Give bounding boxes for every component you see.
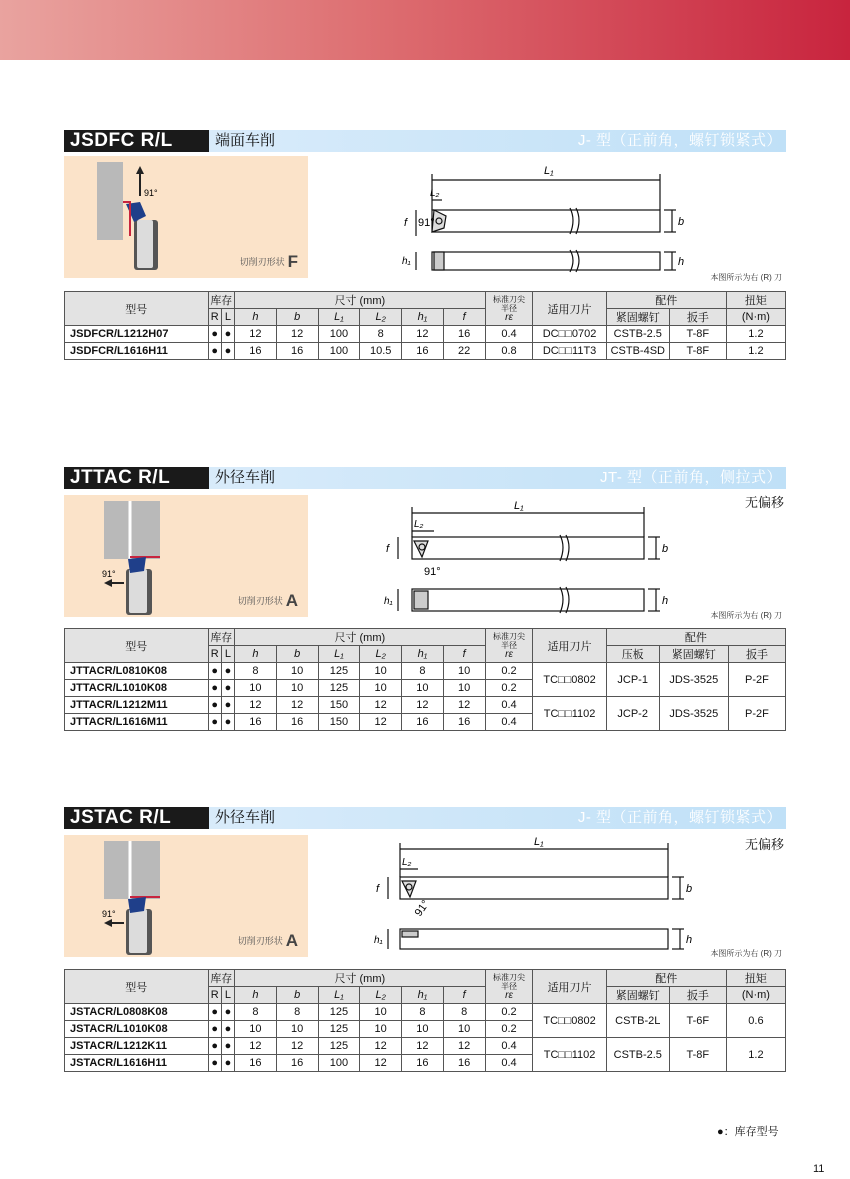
shape-caption: 切削刃形状 A (237, 591, 298, 610)
col-torque-unit: (N·m) (726, 309, 785, 326)
section-title-bar (64, 807, 786, 829)
section-model-name: JTTAC R/L (64, 467, 209, 489)
section-operation: 外径车削 (215, 469, 276, 486)
label-L2: L₂ (430, 188, 440, 199)
right-hand-note: 本图所示为右 (R) 刀 (710, 949, 782, 958)
tool-illustration (64, 835, 308, 957)
offset-label: 无偏移 (744, 495, 784, 510)
shape-caption: 切削刃形状 A (237, 931, 298, 950)
label-L1: L₁ (534, 836, 544, 848)
spec-table (64, 291, 786, 360)
label-L2: L₂ (414, 519, 424, 530)
table-row: JSTACR/L1212K11 ● ● 12 12 125 12 12 12 0.4 TC□□1102 CSTB-2.5 T-8F 1.2 (65, 1038, 786, 1055)
page-number: 11 (813, 1163, 825, 1175)
col-stock: 库存 (208, 292, 234, 309)
label-h: h (662, 595, 669, 607)
spec-table: 型号 库存 尺寸 (mm) 标准刀尖 半径 rε 适用刀片 配件 扭矩 R L h b L₁ L₂ h₁ f 紧固螺钉 扳手 (N·m) JSTACR/L0808K08 ● ● 8 8 125 10 8 8 0.2 TC□□0802 CSTB-2L T-6F 0.6 JSTACR/L1010K08 ● ● 10 10 125 10 10 10 0.2 JSTACR/L1212K11 ● ● 12 12 125 12 12 12 0.4 TC□□1102 CSTB-2.5 T-8F 1.2 JSTACR/L1616H11 ● ● 16 16 100 12 16 16 0.4 (64, 969, 786, 1072)
section-operation: 端面车削 (215, 132, 276, 149)
col-torque: 扭矩 (726, 292, 785, 309)
col-model: 型号 (65, 292, 209, 326)
label-h1: h₁ (374, 935, 383, 946)
col-h: h (235, 309, 277, 326)
drawing-angle: 91° (418, 217, 435, 229)
section-title-bar (64, 130, 786, 152)
dimension-drawing (384, 501, 694, 621)
section-type: J- 型（正前角，螺钉锁紧式） (577, 132, 782, 149)
section-type: J- 型（正前角，螺钉锁紧式） (577, 809, 782, 826)
section-operation: 外径车削 (215, 809, 276, 826)
col-l: L (221, 309, 234, 326)
col-insert: 适用刀片 (533, 292, 606, 326)
stock-legend: ●：库存型号 (717, 1126, 779, 1138)
label-h: h (686, 934, 693, 946)
photo-angle: 91° (102, 909, 116, 919)
col-wrench: 扳手 (669, 309, 726, 326)
col-L1: L₁ (318, 309, 360, 326)
drawing-angle: 91° (424, 566, 441, 578)
dimension-drawing (384, 160, 694, 272)
col-h1: h₁ (402, 309, 444, 326)
label-L1: L₁ (514, 500, 524, 512)
section-jstac (64, 807, 786, 1077)
label-L1: L₁ (544, 165, 554, 177)
table-row: JTTACR/L0810K08 ● ● 8 10 125 10 8 10 0.2 TC□□0802 JCP-1 JDS-3525 P-2F (65, 663, 786, 680)
section-model-name: JSTAC R/L (64, 807, 209, 829)
col-r: R (208, 309, 221, 326)
label-f: f (386, 543, 390, 555)
label-b: b (662, 543, 669, 555)
section-type: JT- 型（正前角，侧拉式） (600, 469, 782, 486)
table-row: JSDFCR/L1212H07 ● ● 12 12 100 8 12 16 0.4 DC□□0702 CSTB-2.5 T-8F 1.2 (65, 326, 786, 343)
label-f: f (376, 883, 380, 895)
section-title-bar (64, 467, 786, 489)
spec-table: 型号 库存 尺寸 (mm) 标准刀尖 半径 rε 适用刀片 配件 R L h b L₁ L₂ h₁ f 压板 紧固螺钉 扳手 JTTACR/L0810K08 ● ● 8 10 125 10 8 10 0.2 TC□□0802 JCP-1 JDS-3525 P-2F JTTACR/L1010K08 ● ● 10 10 125 10 10 10 0.2 JTTACR/L1212M11 ● ● 12 12 150 12 12 12 0.4 TC□□1102 JCP-2 JDS-3525 P-2F JTTACR/L1616M11 ● ● 16 16 150 12 16 16 0.4 (64, 628, 786, 731)
table-row: JTTACR/L1010K08 ● ● 10 10 125 10 10 10 0.2 (65, 680, 786, 697)
col-b: b (276, 309, 318, 326)
col-parts: 配件 (606, 292, 726, 309)
label-h1: h₁ (402, 256, 411, 267)
label-L2: L₂ (402, 857, 412, 868)
section-model-name: JSDFC R/L (64, 130, 209, 152)
offset-label: 无偏移 (744, 837, 784, 852)
table-row: JSTACR/L1010K08 ● ● 10 10 125 10 10 10 0.2 (65, 1021, 786, 1038)
label-f: f (404, 217, 408, 229)
tool-illustration (64, 156, 308, 278)
col-dims: 尺寸 (mm) (235, 292, 486, 309)
shape-caption: 切削刃形状 F (239, 252, 298, 271)
table-row: JTTACR/L1616M11 ● ● 16 16 150 12 16 16 0.4 (65, 714, 786, 731)
section-jttac (64, 467, 786, 737)
label-b: b (686, 883, 693, 895)
dimension-drawing (374, 836, 694, 957)
col-L2: L₂ (360, 309, 402, 326)
right-hand-note: 本图所示为右 (R) 刀 (710, 273, 782, 282)
table-row: JSDFCR/L1616H11 ● ● 16 16 100 10.5 16 22 0.8 DC□□11T3 CSTB-4SD T-8F 1.2 (65, 343, 786, 360)
page-header-band (0, 0, 850, 60)
col-screw: 紧固螺钉 (606, 309, 669, 326)
right-hand-note: 本图所示为右 (R) 刀 (710, 611, 782, 620)
col-f: f (443, 309, 485, 326)
label-b: b (678, 216, 685, 228)
drawing-angle: 91° (412, 898, 433, 919)
table-row: JSTACR/L1616H11 ● ● 16 16 100 12 16 16 0.4 (65, 1055, 786, 1072)
photo-angle: 91° (144, 188, 158, 198)
label-h: h (678, 256, 685, 268)
tool-illustration (64, 495, 308, 617)
col-radius: 标准刀尖 半径 rε (485, 292, 533, 326)
section-jsdfc (64, 130, 786, 365)
table-row: JSTACR/L0808K08 ● ● 8 8 125 10 8 8 0.2 TC□□0802 CSTB-2L T-6F 0.6 (65, 1004, 786, 1021)
label-h1: h₁ (384, 596, 393, 607)
table-row: JTTACR/L1212M11 ● ● 12 12 150 12 12 12 0.4 TC□□1102 JCP-2 JDS-3525 P-2F (65, 697, 786, 714)
photo-angle: 91° (102, 569, 116, 579)
